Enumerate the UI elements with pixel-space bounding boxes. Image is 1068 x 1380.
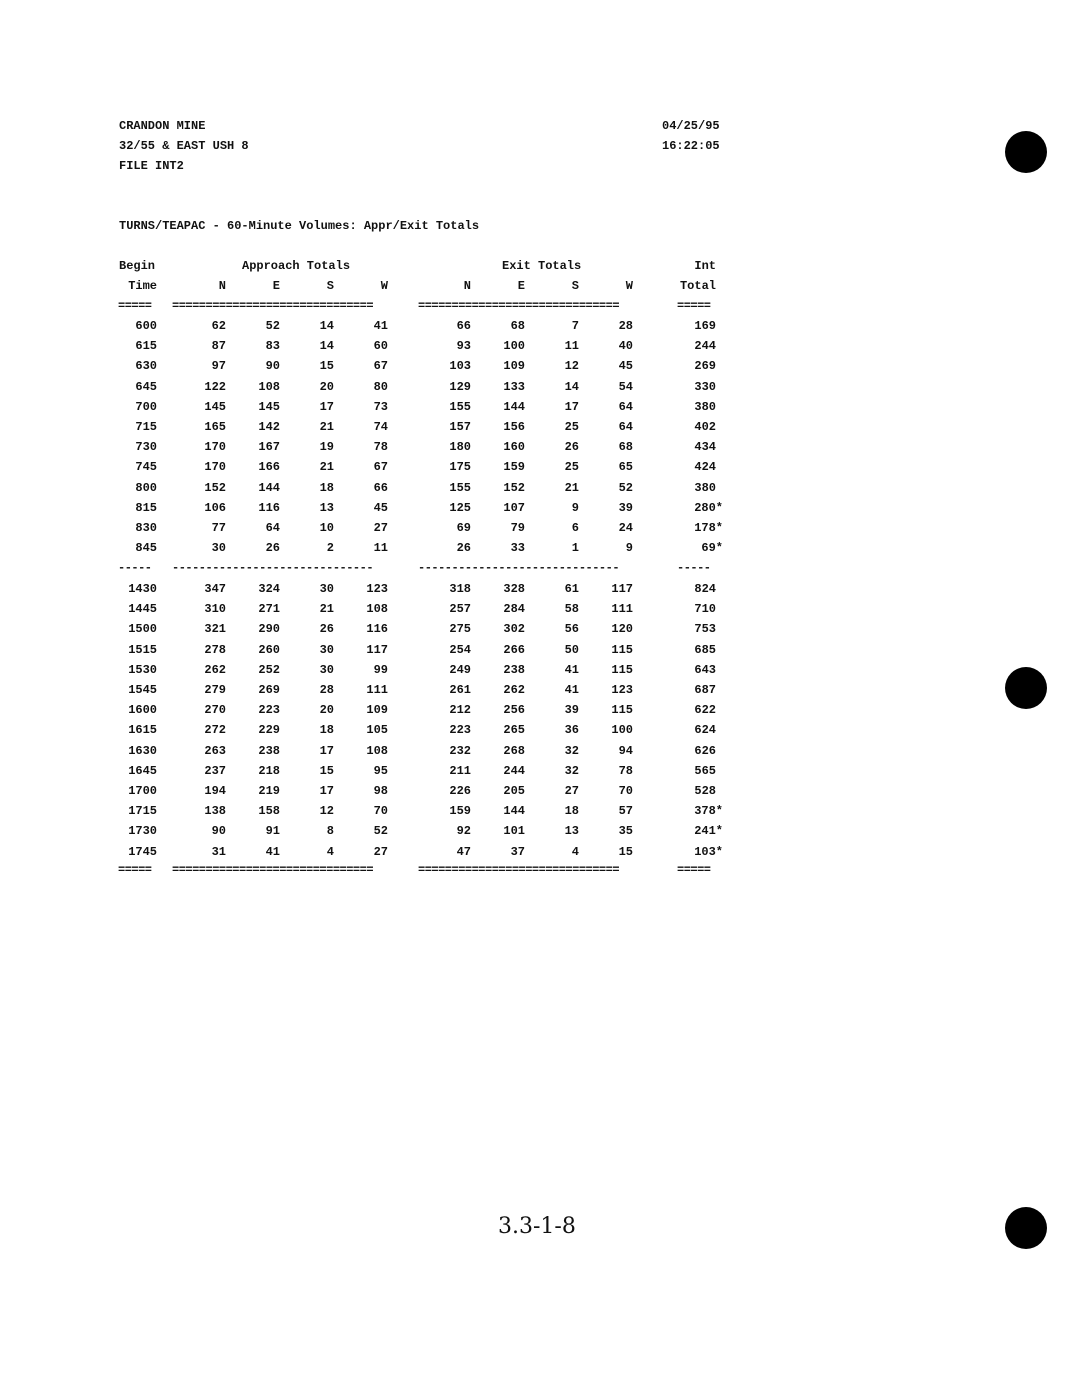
table-cell: 64 <box>618 399 633 414</box>
table-cell: 108 <box>366 602 388 617</box>
table-cell: 279 <box>204 683 226 697</box>
table-cell: 111 <box>611 602 633 617</box>
table-cell: 57 <box>618 804 633 819</box>
table-cell: 254 <box>449 642 471 657</box>
table-cell: 125 <box>449 500 471 515</box>
table-cell: 167 <box>258 440 280 455</box>
table-cell: 36 <box>564 723 579 738</box>
table-cell: 378* <box>694 804 723 819</box>
table-cell: 157 <box>449 420 471 434</box>
table-cell: 66 <box>373 480 388 495</box>
table-cell: 700 <box>135 399 157 414</box>
punch-hole-bottom <box>1005 1207 1047 1249</box>
header-date: 04/25/95 <box>662 119 720 133</box>
table-cell: 6 <box>571 521 579 535</box>
table-cell: 18 <box>319 480 334 495</box>
separator-sep_dash: ------------------------------ <box>418 561 620 575</box>
table-cell: 14 <box>319 319 334 333</box>
column-header: Total <box>679 279 716 293</box>
table-cell: 20 <box>319 379 334 394</box>
table-cell: 94 <box>618 743 633 758</box>
table-cell: 645 <box>135 379 157 394</box>
table-cell: 25 <box>564 460 579 475</box>
table-cell: 565 <box>694 763 716 778</box>
table-cell: 45 <box>373 500 388 515</box>
table-cell: 32 <box>564 743 579 758</box>
table-cell: 212 <box>449 703 471 718</box>
table-cell: 21 <box>319 420 334 434</box>
table-cell: 83 <box>265 339 280 354</box>
table-cell: 630 <box>135 359 157 374</box>
table-cell: 67 <box>373 460 388 475</box>
table-cell: 830 <box>135 521 157 535</box>
table-cell: 91 <box>265 824 280 839</box>
table-cell: 229 <box>258 723 280 738</box>
table-cell: 120 <box>611 622 633 637</box>
table-cell: 194 <box>204 784 226 798</box>
header-time: 16:22:05 <box>662 139 720 153</box>
separator-sep_end: ===== <box>118 863 152 877</box>
table-cell: 270 <box>204 703 226 718</box>
table-cell: 90 <box>265 359 280 374</box>
table-cell: 170 <box>204 460 226 475</box>
table-cell: 105 <box>366 723 388 738</box>
table-cell: 31 <box>211 844 226 859</box>
table-cell: 39 <box>618 500 633 515</box>
table-cell: 21 <box>319 602 334 617</box>
table-cell: 144 <box>503 804 525 819</box>
column-header: N <box>463 279 471 293</box>
table-cell: 715 <box>135 420 157 434</box>
table-cell: 165 <box>204 420 226 434</box>
header-exit-totals: Exit Totals <box>502 259 582 273</box>
table-cell: 9 <box>571 500 579 515</box>
punch-hole-middle <box>1005 667 1047 709</box>
table-cell: 97 <box>211 359 226 374</box>
table-cell: 144 <box>503 399 525 414</box>
table-cell: 41 <box>564 662 579 677</box>
table-cell: 237 <box>204 763 226 778</box>
header-line-2: 32/55 & EAST USH 8 <box>119 139 249 153</box>
table-cell: 10 <box>319 521 334 535</box>
column-header: Time <box>128 279 157 293</box>
table-cell: 261 <box>449 683 471 697</box>
table-cell: 262 <box>204 662 226 677</box>
table-cell: 280* <box>694 500 723 515</box>
table-cell: 61 <box>564 582 579 596</box>
table-cell: 152 <box>503 480 525 495</box>
table-cell: 116 <box>258 500 280 515</box>
table-cell: 56 <box>564 622 579 637</box>
table-cell: 1545 <box>128 683 157 697</box>
table-cell: 266 <box>503 642 525 657</box>
table-cell: 77 <box>211 521 226 535</box>
table-cell: 624 <box>694 723 716 738</box>
table-cell: 218 <box>258 763 280 778</box>
table-cell: 80 <box>373 379 388 394</box>
column-header: E <box>517 279 525 293</box>
table-cell: 41 <box>564 683 579 697</box>
table-cell: 219 <box>258 784 280 798</box>
table-cell: 380 <box>694 399 716 414</box>
table-cell: 64 <box>618 420 633 434</box>
table-cell: 1515 <box>128 642 157 657</box>
table-cell: 17 <box>319 784 334 798</box>
table-cell: 73 <box>373 399 388 414</box>
table-cell: 99 <box>373 662 388 677</box>
table-cell: 28 <box>618 319 633 333</box>
table-cell: 1430 <box>128 582 157 596</box>
table-cell: 27 <box>564 784 579 798</box>
table-cell: 65 <box>618 460 633 475</box>
table-cell: 93 <box>456 339 471 354</box>
table-cell: 108 <box>366 743 388 758</box>
separator-sep_dash: ----- <box>677 561 711 575</box>
table-cell: 211 <box>449 763 471 778</box>
table-cell: 328 <box>503 582 525 596</box>
table-cell: 745 <box>135 460 157 475</box>
table-cell: 28 <box>319 683 334 697</box>
header-begin: Begin <box>119 259 156 273</box>
table-cell: 19 <box>319 440 334 455</box>
header-line-3: FILE INT2 <box>119 159 184 173</box>
column-header: S <box>326 279 334 293</box>
table-cell: 11 <box>564 339 579 354</box>
table-cell: 87 <box>211 339 226 354</box>
table-cell: 115 <box>611 642 633 657</box>
table-cell: 1600 <box>128 703 157 718</box>
table-cell: 687 <box>694 683 716 697</box>
table-cell: 116 <box>366 622 388 637</box>
table-cell: 95 <box>373 763 388 778</box>
table-cell: 260 <box>258 642 280 657</box>
table-cell: 98 <box>373 784 388 798</box>
table-cell: 685 <box>694 642 716 657</box>
table-cell: 11 <box>373 541 388 556</box>
table-cell: 32 <box>564 763 579 778</box>
table-cell: 380 <box>694 480 716 495</box>
table-cell: 21 <box>564 480 579 495</box>
table-cell: 107 <box>503 500 525 515</box>
table-cell: 324 <box>258 582 280 596</box>
table-cell: 145 <box>258 399 280 414</box>
table-cell: 50 <box>564 642 579 657</box>
table-cell: 424 <box>694 460 716 475</box>
table-cell: 70 <box>618 784 633 798</box>
table-cell: 232 <box>449 743 471 758</box>
table-cell: 159 <box>503 460 525 475</box>
table-cell: 169 <box>694 319 716 333</box>
table-cell: 160 <box>503 440 525 455</box>
table-cell: 109 <box>366 703 388 718</box>
table-cell: 17 <box>319 743 334 758</box>
table-cell: 159 <box>449 804 471 819</box>
table-cell: 347 <box>204 582 226 596</box>
table-cell: 20 <box>319 703 334 718</box>
table-cell: 26 <box>265 541 280 556</box>
table-cell: 122 <box>204 379 226 394</box>
report-title: TURNS/TEAPAC - 60-Minute Volumes: Appr/Exit Totals <box>119 219 480 233</box>
table-cell: 275 <box>449 622 471 637</box>
separator-sep_double: ===== <box>118 299 152 313</box>
table-cell: 249 <box>449 662 471 677</box>
table-cell: 27 <box>373 844 388 859</box>
table-cell: 1530 <box>128 662 157 677</box>
table-cell: 175 <box>449 460 471 475</box>
table-cell: 144 <box>258 480 280 495</box>
table-cell: 824 <box>694 582 716 596</box>
table-cell: 290 <box>258 622 280 637</box>
table-cell: 90 <box>211 824 226 839</box>
table-cell: 244 <box>694 339 716 354</box>
table-cell: 152 <box>204 480 226 495</box>
table-cell: 14 <box>564 379 579 394</box>
table-cell: 9 <box>625 541 633 556</box>
table-cell: 54 <box>618 379 633 394</box>
table-cell: 40 <box>618 339 633 354</box>
table-cell: 256 <box>503 703 525 718</box>
table-cell: 78 <box>618 763 633 778</box>
table-cell: 35 <box>618 824 633 839</box>
table-cell: 21 <box>319 460 334 475</box>
table-cell: 103* <box>694 844 723 859</box>
table-cell: 129 <box>449 379 471 394</box>
column-header: N <box>218 279 226 293</box>
table-cell: 70 <box>373 804 388 819</box>
table-cell: 30 <box>319 642 334 657</box>
table-cell: 26 <box>456 541 471 556</box>
table-cell: 117 <box>611 582 633 596</box>
table-cell: 178* <box>694 521 723 535</box>
table-cell: 241* <box>694 824 723 839</box>
table-cell: 68 <box>510 319 525 333</box>
table-cell: 115 <box>611 703 633 718</box>
table-cell: 78 <box>373 440 388 455</box>
table-cell: 321 <box>204 622 226 637</box>
table-cell: 26 <box>319 622 334 637</box>
table-cell: 101 <box>503 824 525 839</box>
table-cell: 92 <box>456 824 471 839</box>
table-cell: 166 <box>258 460 280 475</box>
table-cell: 223 <box>449 723 471 738</box>
table-cell: 158 <box>258 804 280 819</box>
table-cell: 626 <box>694 743 716 758</box>
table-cell: 52 <box>265 319 280 333</box>
table-cell: 13 <box>319 500 334 515</box>
header-approach-totals: Approach Totals <box>242 259 351 273</box>
table-cell: 103 <box>449 359 471 374</box>
table-cell: 1745 <box>128 844 157 859</box>
table-cell: 528 <box>694 784 716 798</box>
table-cell: 180 <box>449 440 471 455</box>
separator-sep_dash: ----- <box>118 561 152 575</box>
table-cell: 74 <box>373 420 388 434</box>
table-cell: 133 <box>503 379 525 394</box>
table-cell: 1630 <box>128 743 157 758</box>
table-cell: 244 <box>503 763 525 778</box>
table-cell: 123 <box>611 683 633 697</box>
column-header: W <box>380 279 388 293</box>
table-cell: 268 <box>503 743 525 758</box>
table-cell: 69 <box>456 521 471 535</box>
table-cell: 79 <box>510 521 525 535</box>
table-cell: 33 <box>510 541 525 556</box>
column-header: S <box>571 279 579 293</box>
table-cell: 845 <box>135 541 157 556</box>
table-cell: 265 <box>503 723 525 738</box>
table-cell: 12 <box>319 804 334 819</box>
table-cell: 66 <box>456 319 471 333</box>
table-cell: 310 <box>204 602 226 617</box>
table-cell: 30 <box>319 662 334 677</box>
table-cell: 142 <box>258 420 280 434</box>
table-cell: 238 <box>258 743 280 758</box>
table-cell: 15 <box>618 844 633 859</box>
table-cell: 800 <box>135 480 157 495</box>
page-number: 3.3-1-8 <box>498 1214 576 1239</box>
table-cell: 27 <box>373 521 388 535</box>
table-cell: 14 <box>319 339 334 354</box>
table-cell: 815 <box>135 500 157 515</box>
separator-sep_end: ===== <box>677 863 711 877</box>
table-cell: 2 <box>326 541 334 556</box>
separator-sep_dash: ------------------------------ <box>172 561 374 575</box>
table-cell: 62 <box>211 319 226 333</box>
separator-sep_end: ============================== <box>172 863 374 877</box>
separator-sep_double: ===== <box>677 299 711 313</box>
table-cell: 269 <box>258 683 280 697</box>
table-cell: 1500 <box>128 622 157 637</box>
column-header: E <box>272 279 280 293</box>
table-cell: 67 <box>373 359 388 374</box>
table-cell: 155 <box>449 480 471 495</box>
table-cell: 41 <box>265 844 280 859</box>
table-cell: 1615 <box>128 723 157 738</box>
table-cell: 263 <box>204 743 226 758</box>
table-cell: 17 <box>564 399 579 414</box>
table-cell: 15 <box>319 359 334 374</box>
table-cell: 1730 <box>128 824 157 839</box>
table-cell: 8 <box>326 824 334 839</box>
table-cell: 257 <box>449 602 471 617</box>
table-cell: 37 <box>510 844 525 859</box>
table-cell: 730 <box>135 440 157 455</box>
table-cell: 205 <box>503 784 525 798</box>
table-cell: 106 <box>204 500 226 515</box>
table-cell: 271 <box>258 602 280 617</box>
table-cell: 434 <box>694 440 716 455</box>
table-cell: 615 <box>135 339 157 354</box>
table-cell: 47 <box>456 844 471 859</box>
table-cell: 100 <box>611 723 633 738</box>
header-line-1: CRANDON MINE <box>119 119 206 133</box>
table-cell: 223 <box>258 703 280 718</box>
table-cell: 330 <box>694 379 716 394</box>
table-cell: 123 <box>366 582 388 596</box>
table-cell: 12 <box>564 359 579 374</box>
table-cell: 1700 <box>128 784 157 798</box>
table-cell: 64 <box>265 521 280 535</box>
table-cell: 302 <box>503 622 525 637</box>
table-cell: 402 <box>694 420 716 434</box>
table-cell: 155 <box>449 399 471 414</box>
table-cell: 156 <box>503 420 525 434</box>
table-cell: 30 <box>319 582 334 596</box>
table-cell: 117 <box>366 642 388 657</box>
table-cell: 41 <box>373 319 388 333</box>
table-cell: 1 <box>571 541 579 556</box>
table-cell: 111 <box>366 683 388 697</box>
table-cell: 45 <box>618 359 633 374</box>
column-header: W <box>625 279 633 293</box>
table-cell: 26 <box>564 440 579 455</box>
table-cell: 710 <box>694 602 716 617</box>
table-cell: 18 <box>564 804 579 819</box>
table-cell: 1715 <box>128 804 157 819</box>
table-cell: 318 <box>449 582 471 596</box>
table-cell: 262 <box>503 683 525 697</box>
header-int: Int <box>694 259 716 273</box>
table-cell: 4 <box>326 844 334 859</box>
table-cell: 252 <box>258 662 280 677</box>
table-cell: 18 <box>319 723 334 738</box>
table-cell: 108 <box>258 379 280 394</box>
table-cell: 238 <box>503 662 525 677</box>
table-cell: 100 <box>503 339 525 354</box>
table-cell: 68 <box>618 440 633 455</box>
table-cell: 25 <box>564 420 579 434</box>
table-cell: 4 <box>571 844 579 859</box>
table-cell: 1645 <box>128 763 157 778</box>
table-cell: 17 <box>319 399 334 414</box>
table-cell: 278 <box>204 642 226 657</box>
table-cell: 226 <box>449 784 471 798</box>
table-cell: 170 <box>204 440 226 455</box>
table-cell: 58 <box>564 602 579 617</box>
table-cell: 15 <box>319 763 334 778</box>
table-cell: 13 <box>564 824 579 839</box>
table-cell: 39 <box>564 703 579 718</box>
table-cell: 69* <box>701 541 723 556</box>
separator-sep_double: ============================== <box>172 299 374 313</box>
punch-hole-top <box>1005 131 1047 173</box>
table-cell: 7 <box>571 319 579 333</box>
table-cell: 109 <box>503 359 525 374</box>
table-cell: 622 <box>694 703 716 718</box>
separator-sep_double: ============================== <box>418 299 620 313</box>
table-cell: 1445 <box>128 602 157 617</box>
table-cell: 115 <box>611 662 633 677</box>
table-cell: 753 <box>694 622 716 637</box>
table-cell: 24 <box>618 521 633 535</box>
table-cell: 269 <box>694 359 716 374</box>
table-cell: 272 <box>204 723 226 738</box>
table-cell: 60 <box>373 339 388 354</box>
separator-sep_end: ============================== <box>418 863 620 877</box>
table-cell: 600 <box>135 319 157 333</box>
table-cell: 52 <box>373 824 388 839</box>
table-cell: 138 <box>204 804 226 819</box>
table-cell: 30 <box>211 541 226 556</box>
table-cell: 643 <box>694 662 716 677</box>
table-cell: 284 <box>503 602 525 617</box>
table-cell: 145 <box>204 399 226 414</box>
table-cell: 52 <box>618 480 633 495</box>
